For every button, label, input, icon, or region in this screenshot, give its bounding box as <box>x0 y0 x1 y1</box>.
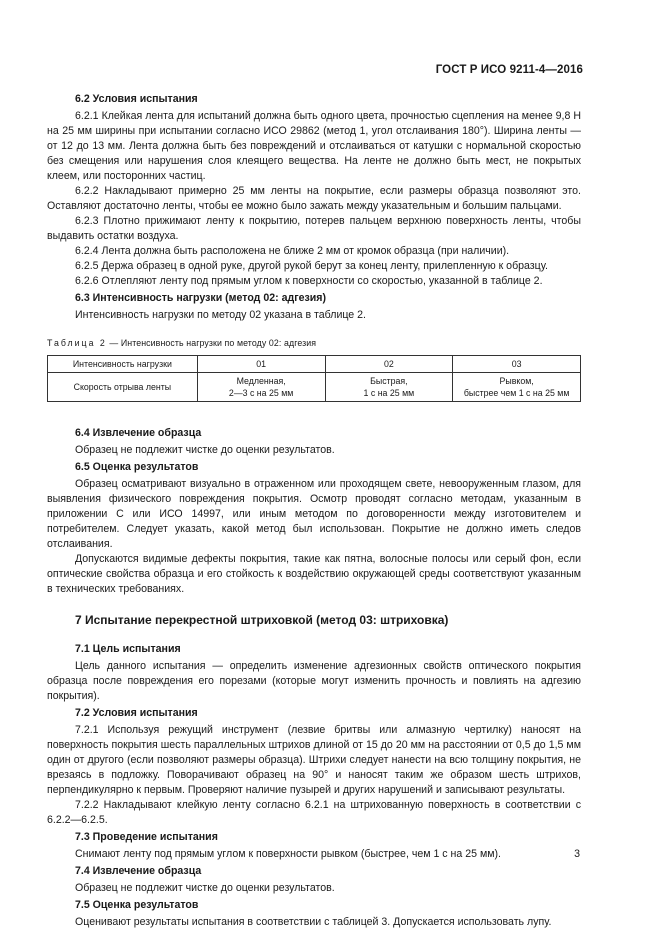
table-cell <box>453 373 581 402</box>
page-body <box>47 92 581 930</box>
table-header-cell: 03 <box>453 356 581 373</box>
table-caption-label: Таблица 2 <box>47 338 107 348</box>
heading-7-5: 7.5 Оценка результатов <box>75 899 199 911</box>
page-number: 3 <box>574 848 580 860</box>
heading-7-3: 7.3 Проведение испытания <box>75 831 218 843</box>
paragraph-6-4: Образец не подлежит чистке до оценки результатов. <box>75 444 335 456</box>
paragraph-6-5-a: Образец осматривают визуально в отраженном или проходящем свете, невооруженным глазом, для выявления физического повреждения покрытия. Осмотр проводят согласно методам, указанным в приложении С или ИСО 14997, или иным методом по договоренности между изготовителем и потребителем. Следует указать, какой метод был использован. Покрытие не должно иметь следов отслаивания. <box>47 478 581 550</box>
paragraph-7-2-2: 7.2.2 Накладывают клейкую ленту согласно 6.2.1 на штрихованную поверхность в соответствии с 6.2.2—6.2.5. <box>47 799 581 826</box>
table-cell <box>325 373 453 402</box>
cell-line: быстрее чем 1 с на 25 мм <box>463 388 570 398</box>
paragraph-7-1: Цель данного испытания — определить изменение адгезионных свойств оптического покрытия образца после повреждения его порезами (которые могут изменить прочность и повлиять на адгезию покрытия). <box>47 660 581 702</box>
paragraph-7-3: Снимают ленту под прямым углом к поверхности рывком (быстрее, чем 1 с на 25 мм). <box>75 848 501 860</box>
heading-6-2: 6.2 Условия испытания <box>75 93 198 105</box>
table-header-cell: 02 <box>325 356 453 373</box>
paragraph-6-2-3: 6.2.3 Плотно прижимают ленту к покрытию, потерев пальцем верхнюю поверхность ленты, чтобы выдавить остатки воздуха. <box>47 215 581 242</box>
document-code: ГОСТ Р ИСО 9211-4—2016 <box>435 64 583 76</box>
table-caption <box>47 337 581 349</box>
cell-line: Рывком, <box>499 376 534 386</box>
table-header-cell: 01 <box>197 356 325 373</box>
heading-6-4: 6.4 Извлечение образца <box>75 427 202 439</box>
cell-line: 1 с на 25 мм <box>363 388 415 398</box>
heading-6-3: 6.3 Интенсивность нагрузки (метод 02: адгезия) <box>75 292 326 304</box>
heading-6-5: 6.5 Оценка результатов <box>75 461 199 473</box>
paragraph-7-4: Образец не подлежит чистке до оценки результатов. <box>75 882 335 894</box>
paragraph-7-5: Оценивают результаты испытания в соответствии с таблицей 3. Допускается использовать лупу. <box>75 916 552 928</box>
table-cell <box>197 373 325 402</box>
table-row-label: Скорость отрыва ленты <box>48 373 198 402</box>
paragraph-6-3: Интенсивность нагрузки по методу 02 указана в таблице 2. <box>75 309 366 321</box>
load-intensity-table <box>47 355 581 402</box>
table-header-cell: Интенсивность нагрузки <box>48 356 198 373</box>
paragraph-6-2-4: 6.2.4 Лента должна быть расположена не ближе 2 мм от кромок образца (при наличии). <box>75 245 510 257</box>
table-header-row <box>48 356 581 373</box>
paragraph-6-5-b: Допускаются видимые дефекты покрытия, такие как пятна, волосные полосы или серый фон, если оптические свойства образца и его стойкость к воздействию окружающей среды соответствуют указанным в технических требованиях. <box>47 553 581 595</box>
paragraph-7-2-1: 7.2.1 Используя режущий инструмент (лезвие бритвы или алмазную чертилку) наносят на поверхность покрытия шесть параллельных штрихов длиной от 15 до 20 мм на расстоянии от 0,5 до 1,5 мм один от другого (если позволяют размеры образца). Штрихи следует нанести на всю толщину покрытия, не врезаясь в подложку. Поворачивают образец на 90° и наносят таким же образом шесть штрихов, перпендикулярно к первым. Проверяют наличие пузырей и других нарушений и записывают результаты. <box>47 724 581 796</box>
cell-line: Быстрая, <box>370 376 408 386</box>
heading-7-4: 7.4 Извлечение образца <box>75 865 202 877</box>
paragraph-6-2-1: 6.2.1 Клейкая лента для испытаний должна быть одного цвета, прочностью сцепления на менее 9,8 Н на 25 мм ширины при испытании согласно ИСО 29862 (метод 1, угол отслаивания 180°). Ширина ленты — от 12 до 13 мм. Лента должна быть без повреждений и отслаиваться от катушки с нормальной скоростью без смещения или нарушения слоя клеящего вещества. На ленте не должно быть мест, не покрытых клеем, или посторонних частиц. <box>47 110 581 182</box>
paragraph-6-2-5: 6.2.5 Держа образец в одной руке, другой рукой берут за конец ленту, прилепленную к образцу. <box>75 260 548 272</box>
section-7-heading: 7 Испытание перекрестной штриховкой (метод 03: штриховка) <box>75 613 449 627</box>
heading-7-2: 7.2 Условия испытания <box>75 707 198 719</box>
table-caption-text: — Интенсивность нагрузки по методу 02: адгезия <box>106 338 317 348</box>
cell-line: Медленная, <box>236 376 286 386</box>
heading-7-1: 7.1 Цель испытания <box>75 643 181 655</box>
paragraph-6-2-2: 6.2.2 Накладывают примерно 25 мм ленты на покрытие, если размеры образца позволяют это. Оставляют достаточно ленты, чтобы ее можно было зажать между указательным и большим пальцами. <box>47 185 581 212</box>
table-row <box>48 373 581 402</box>
cell-line: 2—3 с на 25 мм <box>228 388 294 398</box>
paragraph-6-2-6: 6.2.6 Отлепляют ленту под прямым углом к поверхности со скоростью, указанной в таблице 2. <box>75 275 543 287</box>
